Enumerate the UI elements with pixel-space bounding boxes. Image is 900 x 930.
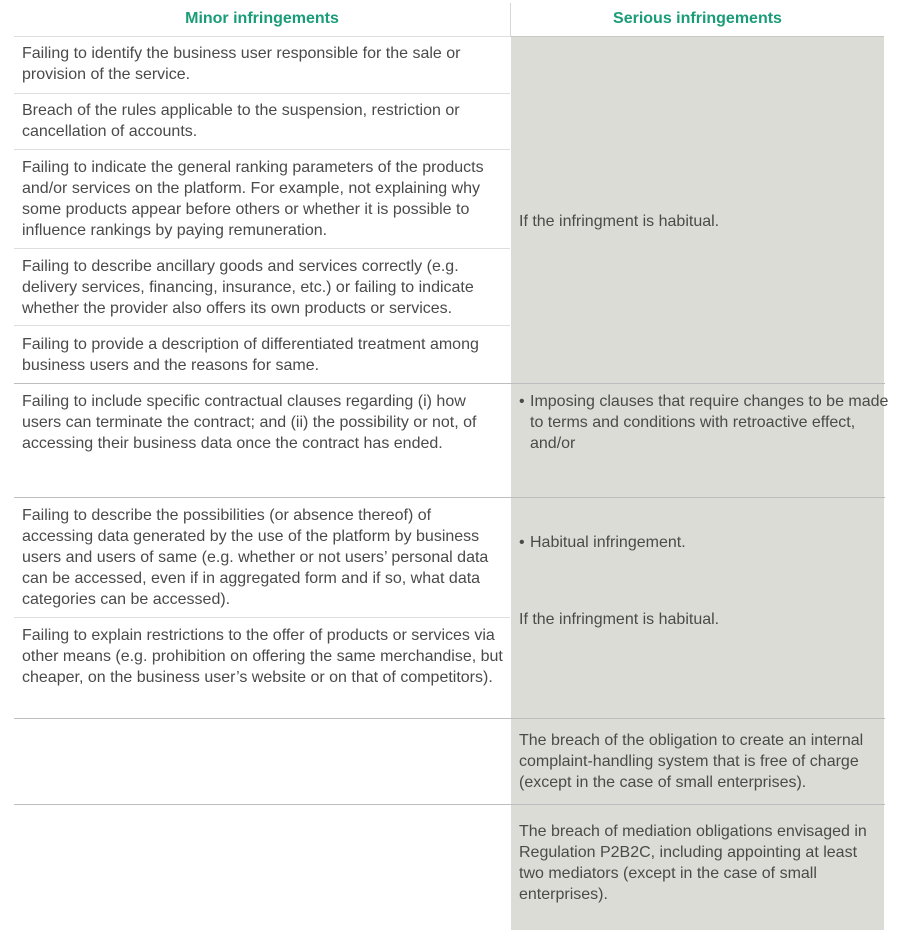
header-serious: Serious infringements	[613, 10, 782, 27]
minor-cell: Failing to include specific contractual clauses regarding (i) how users can terminate the contract; and (ii) the possibility or not, of accessing their business data once the contract has ended.	[22, 393, 477, 452]
group-divider	[14, 804, 885, 805]
serious-cell: If the infringment is habitual.	[519, 213, 720, 230]
serious-column-background	[511, 37, 884, 930]
group-divider	[14, 718, 885, 719]
row-divider	[14, 36, 510, 37]
serious-bullet-text: Habitual infringement.	[530, 534, 686, 551]
group-divider	[14, 383, 885, 384]
row-divider	[14, 325, 510, 326]
row-divider	[14, 149, 510, 150]
row-divider	[14, 93, 510, 94]
row-divider	[14, 248, 510, 249]
header-minor: Minor infringements	[185, 10, 339, 27]
group-divider	[14, 497, 885, 498]
serious-column-top-line	[511, 36, 884, 37]
row-divider	[14, 617, 510, 618]
minor-cell: Breach of the rules applicable to the suspension, restriction or cancellation of accounts.	[22, 102, 460, 140]
bullet-marker: •	[519, 393, 525, 410]
minor-cell: Failing to indicate the general ranking parameters of the products and/or services on the platform. For example, not explaining why some products appear before others or whether it is possible to influence rankings by paying remuneration.	[22, 159, 484, 239]
minor-cell: Failing to identify the business user responsible for the sale or provision of the service.	[22, 45, 461, 83]
serious-cell: The breach of mediation obligations envisaged in Regulation P2B2C, including appointing at least two mediators (except in the case of small enterprises).	[519, 823, 867, 903]
minor-cell: Failing to explain restrictions to the offer of products or services via other means (e.g. prohibition on offering the same merchandise, but cheaper, on the business user’s website or on that of competitors).	[22, 627, 503, 686]
serious-bullet-item	[519, 532, 892, 553]
serious-cell: If the infringment is habitual.	[519, 611, 720, 628]
bullet-marker: •	[519, 534, 525, 551]
minor-cell: Failing to provide a description of differentiated treatment among business users and the reasons for same.	[22, 336, 479, 374]
minor-cell: Failing to describe ancillary goods and services correctly (e.g. delivery services, financing, insurance, etc.) or failing to indicate whether the provider also offers its own products or services.	[22, 258, 474, 317]
minor-cell: Failing to describe the possibilities (or absence thereof) of accessing data generated by the use of the platform by business users and users of same (e.g. whether or not users’ personal data can be accessed, even if in aggregated form and if so, what data categories can be accessed).	[22, 507, 489, 608]
serious-cell: The breach of the obligation to create an internal complaint-handling system that is free of charge (except in the case of small enterprises).	[519, 732, 864, 791]
serious-bullet-text: Imposing clauses that require changes to be made to terms and conditions with retroactive effect, and/or	[530, 393, 889, 452]
serious-bullet-item	[519, 391, 892, 454]
